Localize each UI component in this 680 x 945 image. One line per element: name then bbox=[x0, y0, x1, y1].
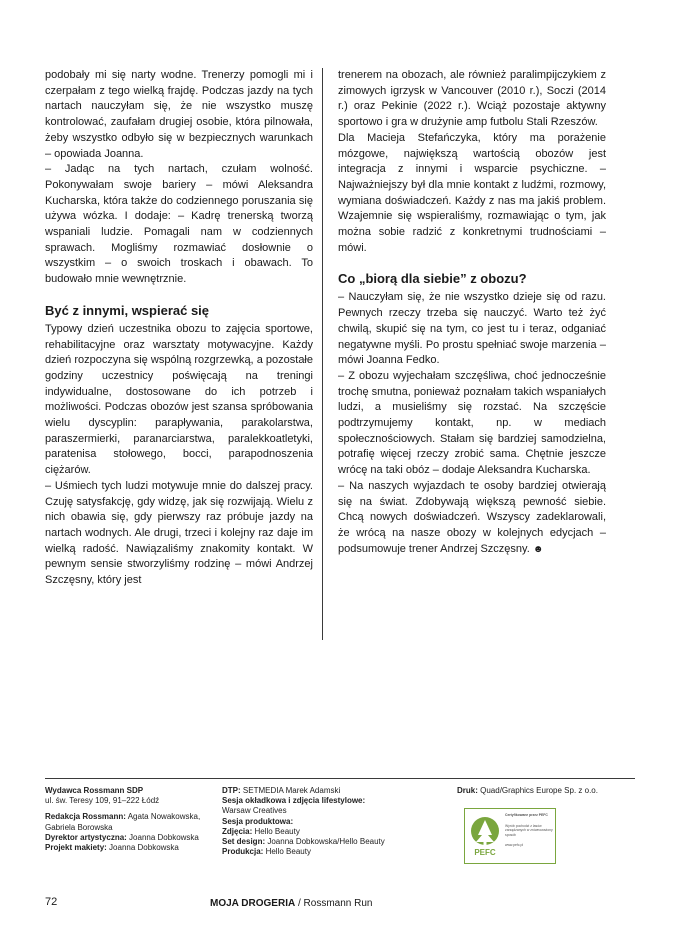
print-value: Quad/Graphics Europe Sp. z o.o. bbox=[480, 786, 598, 795]
imprint-print bbox=[457, 786, 637, 796]
production-label: Produkcja: bbox=[222, 847, 264, 857]
imprint-production bbox=[222, 786, 450, 857]
article-column-left bbox=[45, 68, 313, 589]
paragraph: Dla Macieja Stefańczyka, który ma porażenie mózgowe, największą wartością obozów jest integracja z innymi i wsparcie psychiczne. – Najważniejszy był dla mnie kontakt z ludźmi, rozmowy, wymiana doświadczeń. Każdy z nas ma jakiś problem. Wzajemnie się wspieraliśmy, rozmawiając o tym, jak można sobie radzić z konkretnymi trudnościami – mówi. bbox=[338, 131, 606, 254]
pefc-caption bbox=[505, 813, 555, 848]
pefc-line: Wyrób pochodzi z lasów zarządzanych w zrównoważony sposób bbox=[505, 823, 553, 837]
dtp-value: SETMEDIA Marek Adamski bbox=[242, 786, 341, 795]
editorial-label: Redakcja Rossmann: bbox=[45, 812, 126, 822]
paragraph: trenerem na obozach, ale również paralimpijczykiem z zimowych igrzysk w Vancouver (2010 r.), Soczi (2014 r.) oraz Pekinie (2022 r.). Wciąż pozostaje aktywny sportowo i gra w drużynie amp futbolu Stali Rzeszów. bbox=[338, 69, 606, 129]
cover-session-value: Warsaw Creatives bbox=[222, 806, 287, 816]
cover-session-label: Sesja okładkowa i zdjęcia lifestylowe: bbox=[222, 796, 366, 806]
photos-value: Hello Beauty bbox=[254, 826, 300, 836]
paragraph bbox=[338, 479, 606, 558]
paragraph-text: – Na naszych wyjazdach te osoby bardziej otwierają się na świat. Zdobywają większą pewność siebie. Chcą nowych doświadczeń. Wszyscy zadeklarowali, że wrócą na nasze obozy w kolejnych edycjach – podsumowuje trener Andrzej Szczęsny. bbox=[338, 479, 606, 555]
pefc-certification-badge bbox=[464, 808, 556, 864]
running-footer-title bbox=[210, 898, 372, 909]
section-heading: Być z innymi, wspierać się bbox=[45, 302, 210, 318]
photos-label: Zdjęcia: bbox=[222, 826, 253, 836]
layout-label: Projekt makiety: bbox=[45, 843, 107, 853]
page-number: 72 bbox=[45, 896, 58, 908]
imprint-publisher bbox=[45, 786, 215, 853]
editorial-value: Agata Nowakowska, Gabriela Borowska bbox=[45, 812, 201, 832]
column-divider bbox=[322, 68, 323, 640]
paragraph: – Nauczyłam się, że nie wszystko dzieje się od razu. Pewnych rzeczy trzeba się nauczyć. Warto też żyć chwilą, skupić się na tym, co jest tu i teraz, odganiać negatywne myśli. Po prostu spełniać swoje marzenia – mówi Joanna Fedko. bbox=[338, 291, 606, 367]
magazine-name: MOJA DROGERIA bbox=[210, 898, 296, 909]
art-director-label: Dyrektor artystyczna: bbox=[45, 832, 127, 842]
paragraph: Typowy dzień uczestnika obozu to zajęcia sportowe, rehabilitacyjne oraz warsztaty motywacyjne. Każdy dzień rozpoczyna się wspólną rozgrzewką, a pozostałe godziny uczestnicy poświęcają na treningi indywidualne, dostosowane do ich potrzeb i możliwości. Podczas obozów jest szansa spróbowania wielu dyscyplin: parapływania, parakolarstwa, paraszermierki, paranarciarstwa, paralekkoatletyki, paratenisa stołowego, bocci, parapodnoszenia ciężarów. bbox=[45, 322, 313, 477]
pefc-line: www.pefc.pl bbox=[505, 843, 524, 847]
pefc-line: Certyfikowane przez PEFC bbox=[505, 813, 548, 817]
layout-value: Joanna Dobkowska bbox=[109, 843, 179, 853]
print-label: Druk: bbox=[457, 786, 478, 795]
paragraph: – Z obozu wyjechałam szczęśliwa, choć jednocześnie trochę smutna, ponieważ poznałam takich wspaniałych ludzi, a musieliśmy się rozstać. Na szczęście podtrzymujemy kontakt, np. w mediach społecznościowych. Stałam się bardziej samodzielna, potrafię więcej rzeczy zrobić sama. Chętnie jeszcze wrócę na taki obóz – dodaje Aleksandra Kucharska. bbox=[338, 369, 606, 477]
dtp-label: DTP: bbox=[222, 786, 241, 795]
end-mark-icon: ☻ bbox=[532, 543, 544, 555]
footer-divider bbox=[45, 778, 635, 779]
section-name: / Rossmann Run bbox=[295, 898, 373, 909]
pefc-tree-icon bbox=[468, 815, 502, 859]
article-column-right bbox=[338, 68, 606, 557]
product-session-label: Sesja produktowa: bbox=[222, 816, 294, 826]
pefc-logo-text: PEFC bbox=[474, 848, 496, 857]
set-design-value: Joanna Dobkowska/Hello Beauty bbox=[267, 837, 385, 847]
paragraph: podobały mi się narty wodne. Trenerzy pomogli mi i czerpałam z tego wielką frajdę. Podczas jazdy na tych nartach nauczyłam się, że nie wszystko muszę kontrolować, zaufałam drugiej osobie, która pilnowała, żeby wszystko odbyło się w bezpiecznych warunkach – opowiada Joanna. bbox=[45, 69, 313, 160]
set-design-label: Set design: bbox=[222, 837, 266, 847]
paragraph: – Uśmiech tych ludzi motywuje mnie do dalszej pracy. Czuję satysfakcję, gdy widzę, jak się rozwijają. Wielu z nich obawia się, gdy pierwszy raz próbuje jazdy na nartach wodnych. Ale drugi, trzeci i kolejny raz daje im wielką radość. Nawiązaliśmy znakomity kontakt. W pewnym sensie stworzyliśmy rodzinę – mówi Andrzej Szczęsny, który jest bbox=[45, 479, 313, 587]
publisher-address: ul. św. Teresy 109, 91–222 Łódź bbox=[45, 796, 160, 806]
production-value: Hello Beauty bbox=[265, 847, 311, 857]
section-heading: Co „biorą dla siebie” z obozu? bbox=[338, 271, 527, 287]
art-director-value: Joanna Dobkowska bbox=[129, 832, 199, 842]
publisher-label: Wydawca Rossmann SDP bbox=[45, 786, 144, 795]
paragraph: – Jadąc na tych nartach, czułam wolność. Pokonywałam swoje bariery – mówi Aleksandra Kucharska, która także do codziennego poruszania się używa wózka. I dodaje: – Kadrę trenerską tworzą wspaniali ludzie. Pomagali nam w codziennych sprawach. Mogliśmy rozmawiać dosłownie o wszystkim – o swoich troskach i obawach. To budowało mnie wewnętrznie. bbox=[45, 163, 313, 286]
